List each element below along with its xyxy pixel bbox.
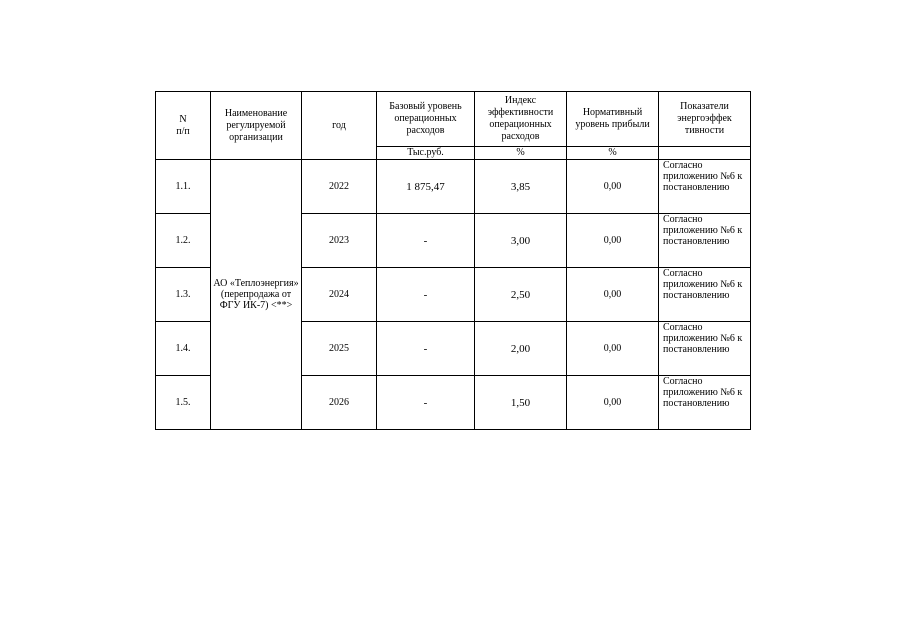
row-num: 1.2. [156, 214, 211, 268]
header-profit-level: Нормативный уровень прибыли [567, 92, 659, 147]
row-base: - [377, 376, 475, 430]
unit-energy [659, 147, 751, 160]
row-profit: 0,00 [567, 160, 659, 214]
row-profit: 0,00 [567, 322, 659, 376]
table-row [156, 160, 751, 214]
header-year: год [302, 92, 377, 160]
row-profit: 0,00 [567, 376, 659, 430]
row-num: 1.3. [156, 268, 211, 322]
unit-base: Тыс.руб. [377, 147, 475, 160]
regulation-table [155, 91, 751, 430]
row-base: - [377, 268, 475, 322]
row-profit: 0,00 [567, 214, 659, 268]
row-index: 3,00 [475, 214, 567, 268]
unit-index: % [475, 147, 567, 160]
row-profit: 0,00 [567, 268, 659, 322]
row-energy: Согласно приложению №6 к постановлению [659, 322, 751, 376]
row-index: 2,00 [475, 322, 567, 376]
organization-name: АО «Теплоэнергия» (перепродажа от ФГУ ИК-7) <**> [211, 160, 302, 430]
header-num: N п/п [156, 92, 211, 160]
header-base-expenses: Базовый уровень операционных расходов [377, 92, 475, 147]
row-year: 2023 [302, 214, 377, 268]
row-energy: Согласно приложению №6 к постановлению [659, 214, 751, 268]
row-base: - [377, 322, 475, 376]
row-num: 1.4. [156, 322, 211, 376]
header-row [156, 92, 751, 147]
row-base: 1 875,47 [377, 160, 475, 214]
row-index: 2,50 [475, 268, 567, 322]
row-energy: Согласно приложению №6 к постановлению [659, 376, 751, 430]
row-year: 2024 [302, 268, 377, 322]
header-efficiency-index: Индекс эффективности операционных расходов [475, 92, 567, 147]
row-num: 1.1. [156, 160, 211, 214]
row-index: 1,50 [475, 376, 567, 430]
header-organization: Наименование регулируемой организации [211, 92, 302, 160]
row-num: 1.5. [156, 376, 211, 430]
row-year: 2022 [302, 160, 377, 214]
row-base: - [377, 214, 475, 268]
row-index: 3,85 [475, 160, 567, 214]
row-year: 2025 [302, 322, 377, 376]
unit-profit: % [567, 147, 659, 160]
row-year: 2026 [302, 376, 377, 430]
row-energy: Согласно приложению №6 к постановлению [659, 268, 751, 322]
header-energy-efficiency: Показатели энергоэффек тивности [659, 92, 751, 147]
row-energy: Согласно приложению №6 к постановлению [659, 160, 751, 214]
